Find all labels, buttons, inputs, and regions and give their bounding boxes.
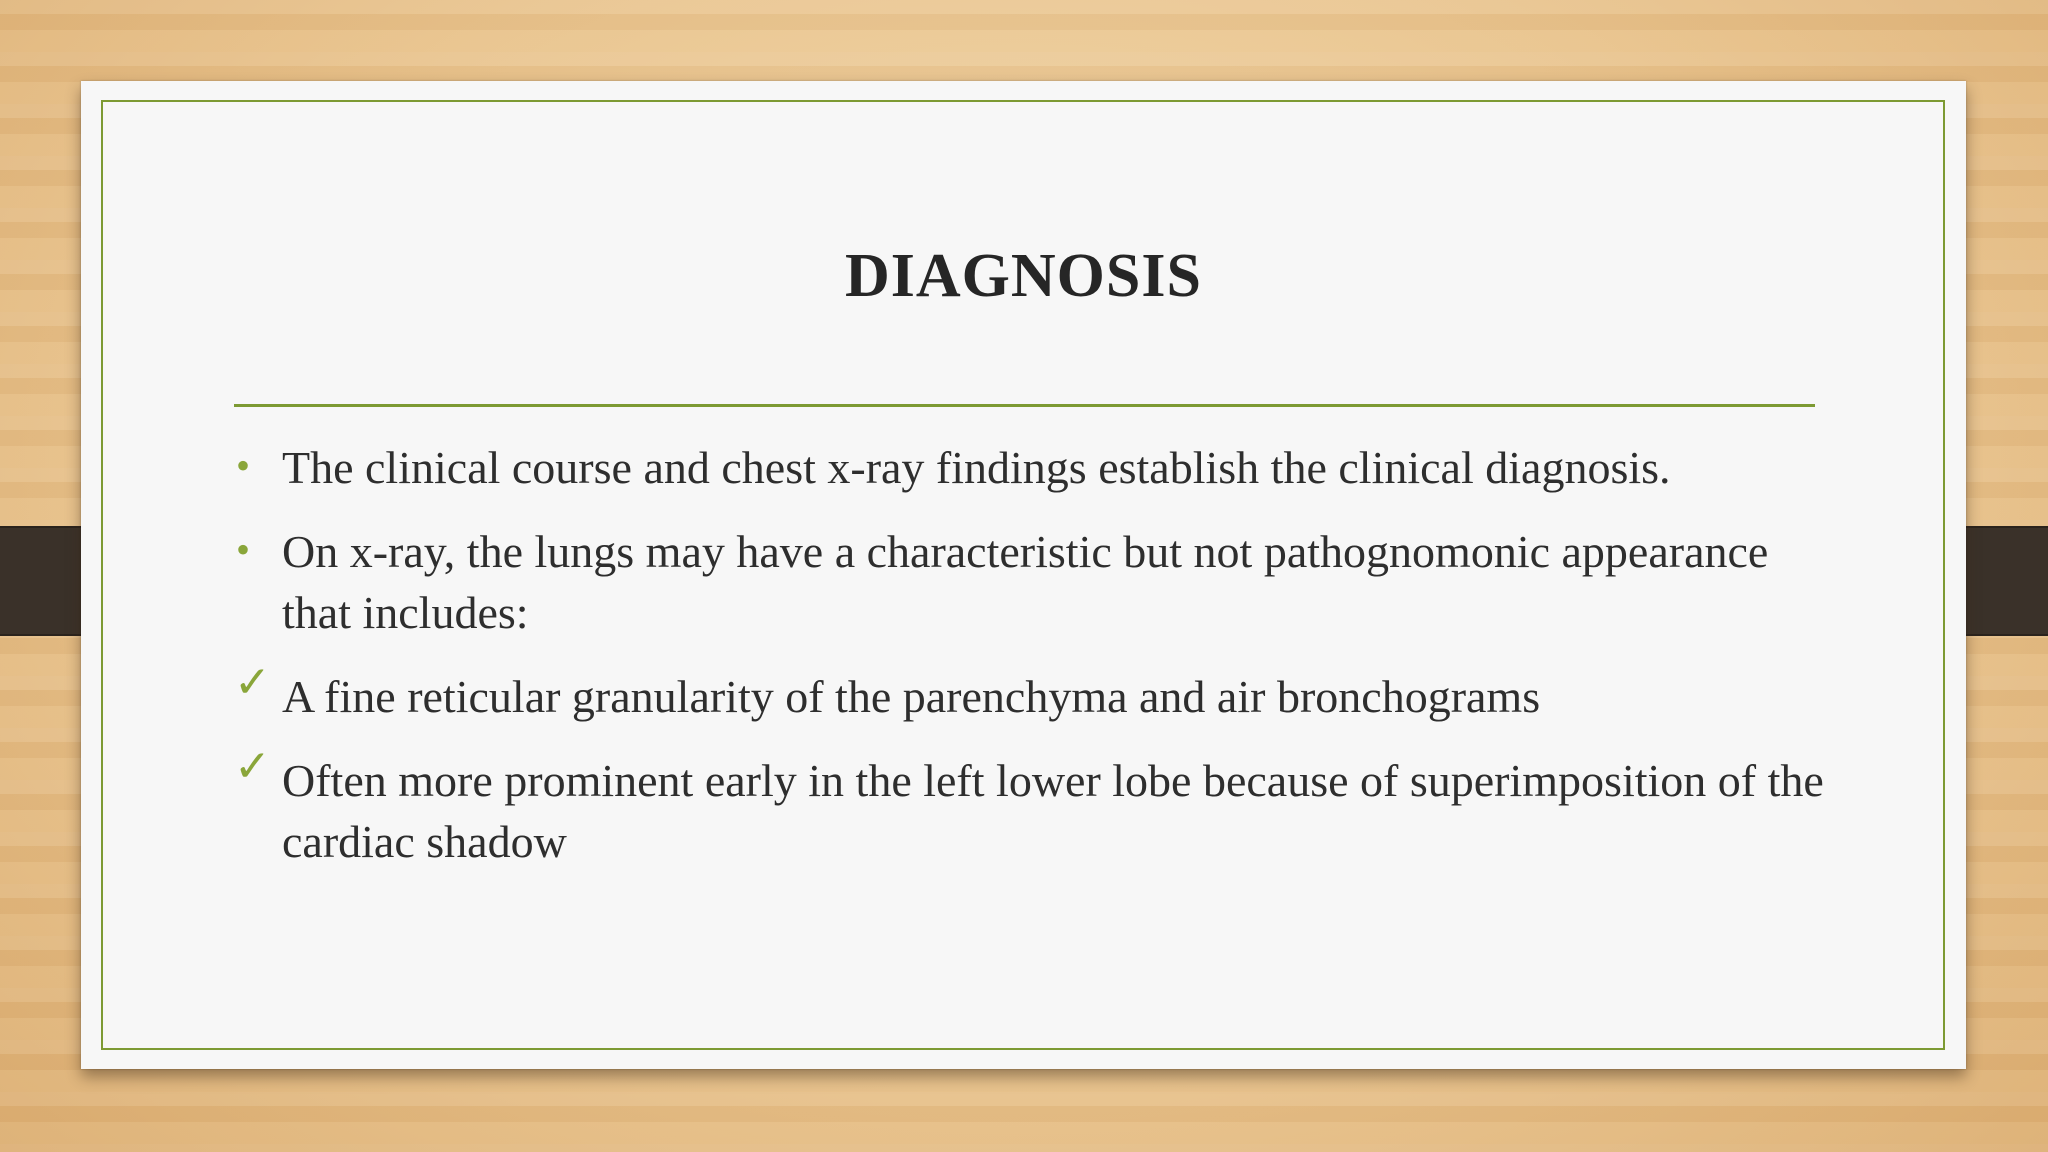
- list-item-text: A fine reticular granularity of the parenchyma and air bronchograms: [282, 671, 1541, 722]
- list-item: [234, 741, 1834, 872]
- list-item: [234, 521, 1834, 643]
- list-item: [234, 437, 1834, 498]
- list-item-text: On x-ray, the lungs may have a characteristic but not pathognomonic appearance that includes:: [282, 526, 1769, 638]
- bullet-icon: •: [236, 527, 251, 572]
- list-item: [234, 657, 1834, 727]
- bullet-icon: •: [236, 443, 251, 488]
- slide-title: DIAGNOSIS: [845, 242, 1202, 310]
- list-item-text: The clinical course and chest x-ray findings establish the clinical diagnosis.: [282, 442, 1671, 493]
- bullet-list: [234, 437, 1834, 895]
- slide-card: [81, 81, 1966, 1069]
- checkmark-icon: ✓: [234, 657, 271, 708]
- checkmark-icon: ✓: [234, 741, 271, 792]
- title-divider: [234, 404, 1815, 407]
- list-item-text: Often more prominent early in the left lower lobe because of superimposition of the cardiac shadow: [282, 755, 1824, 867]
